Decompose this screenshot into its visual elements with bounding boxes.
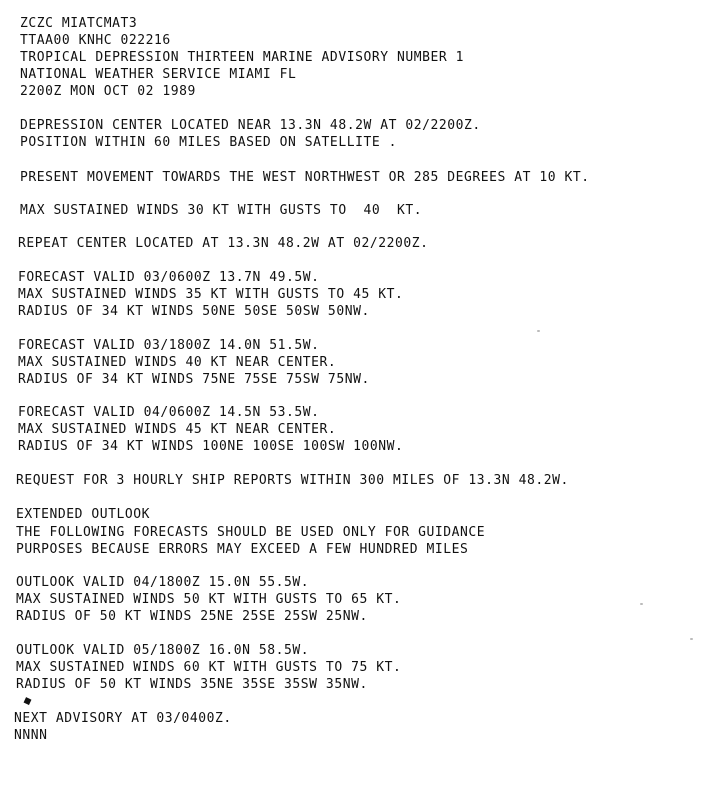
outlook-1-valid: OUTLOOK VALID 04/1800Z 15.0N 55.5W. bbox=[16, 575, 310, 590]
forecast-2-valid: FORECAST VALID 03/1800Z 14.0N 51.5W. bbox=[18, 338, 320, 353]
forecast-3-winds: MAX SUSTAINED WINDS 45 KT NEAR CENTER. bbox=[18, 422, 337, 437]
scan-speck bbox=[690, 638, 693, 640]
forecast-3-valid: FORECAST VALID 04/0600Z 14.5N 53.5W. bbox=[18, 405, 320, 420]
forecast-1-radius: RADIUS OF 34 KT WINDS 50NE 50SE 50SW 50NW. bbox=[18, 304, 370, 319]
extended-outlook-title: EXTENDED OUTLOOK bbox=[16, 507, 151, 522]
scan-speck bbox=[537, 330, 540, 332]
scan-speck bbox=[640, 603, 643, 605]
outlook-2-valid: OUTLOOK VALID 05/1800Z 16.0N 58.5W. bbox=[16, 643, 310, 658]
outlook-2-winds: MAX SUSTAINED WINDS 60 KT WITH GUSTS TO 75 KT. bbox=[16, 660, 402, 675]
forecast-2-radius: RADIUS OF 34 KT WINDS 75NE 75SE 75SW 75NW. bbox=[18, 372, 370, 387]
forecast-1-winds: MAX SUSTAINED WINDS 35 KT WITH GUSTS TO 45 KT. bbox=[18, 287, 404, 302]
max-winds-line: MAX SUSTAINED WINDS 30 KT WITH GUSTS TO 40 KT. bbox=[20, 203, 423, 218]
position-line-2: POSITION WITHIN 60 MILES BASED ON SATELLITE . bbox=[20, 135, 397, 150]
forecast-3-radius: RADIUS OF 34 KT WINDS 100NE 100SE 100SW 100NW. bbox=[18, 439, 404, 454]
header-line-2: TTAA00 KNHC 022216 bbox=[20, 33, 171, 48]
forecast-2-winds: MAX SUSTAINED WINDS 40 KT NEAR CENTER. bbox=[18, 355, 337, 370]
header-line-3: TROPICAL DEPRESSION THIRTEEN MARINE ADVISORY NUMBER 1 bbox=[20, 50, 464, 65]
footer-line: NNNN bbox=[14, 728, 48, 743]
header-line-4: NATIONAL WEATHER SERVICE MIAMI FL bbox=[20, 67, 297, 82]
extended-outlook-line-1: THE FOLLOWING FORECASTS SHOULD BE USED ONLY FOR GUIDANCE bbox=[16, 525, 486, 540]
extended-outlook-line-2: PURPOSES BECAUSE ERRORS MAY EXCEED A FEW HUNDRED MILES bbox=[16, 542, 469, 557]
next-advisory-line: NEXT ADVISORY AT 03/0400Z. bbox=[14, 711, 232, 726]
forecast-1-valid: FORECAST VALID 03/0600Z 13.7N 49.5W. bbox=[18, 270, 320, 285]
outlook-1-winds: MAX SUSTAINED WINDS 50 KT WITH GUSTS TO 65 KT. bbox=[16, 592, 402, 607]
header-line-5: 2200Z MON OCT 02 1989 bbox=[20, 84, 196, 99]
header-line-1: ZCZC MIATCMAT3 bbox=[20, 16, 138, 31]
outlook-2-radius: RADIUS OF 50 KT WINDS 35NE 35SE 35SW 35NW. bbox=[16, 677, 368, 692]
ship-request-line: REQUEST FOR 3 HOURLY SHIP REPORTS WITHIN 300 MILES OF 13.3N 48.2W. bbox=[16, 473, 569, 488]
outlook-1-radius: RADIUS OF 50 KT WINDS 25NE 25SE 25SW 25NW. bbox=[16, 609, 368, 624]
stray-pen-mark: ◆ bbox=[21, 692, 34, 709]
position-line-1: DEPRESSION CENTER LOCATED NEAR 13.3N 48.2W AT 02/2200Z. bbox=[20, 118, 481, 133]
repeat-center-line: REPEAT CENTER LOCATED AT 13.3N 48.2W AT 02/2200Z. bbox=[18, 236, 429, 251]
movement-line: PRESENT MOVEMENT TOWARDS THE WEST NORTHWEST OR 285 DEGREES AT 10 KT. bbox=[20, 170, 590, 185]
